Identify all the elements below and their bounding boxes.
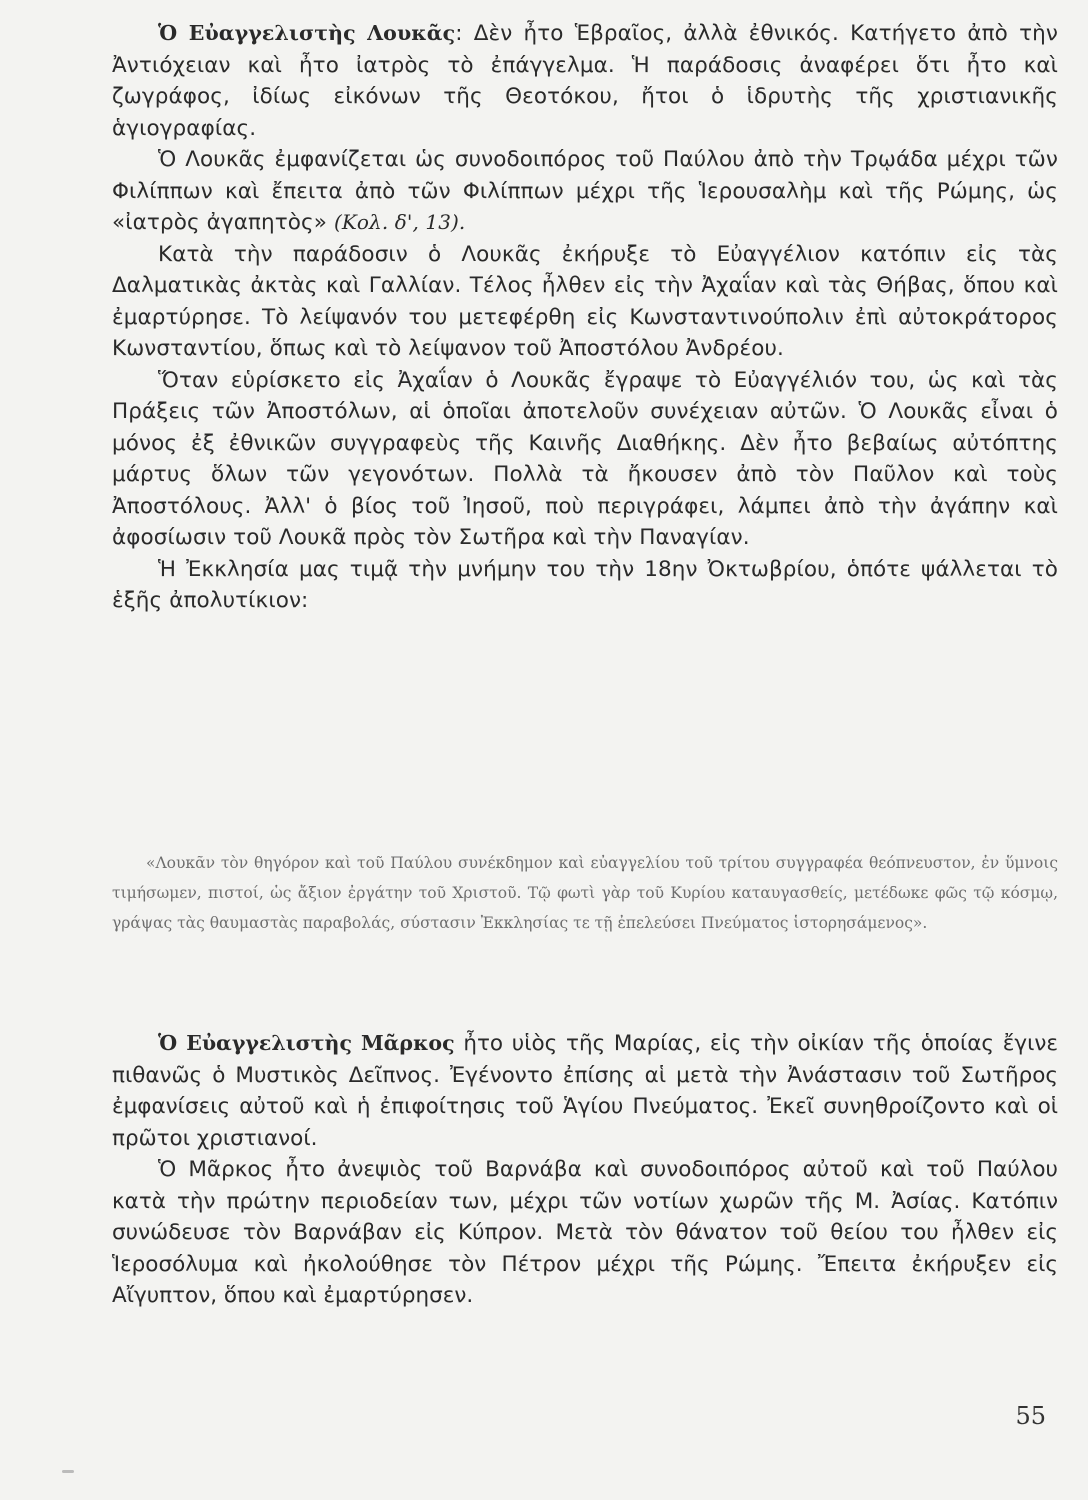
luke-paragraph-3: Κατὰ τὴν παράδοσιν ὁ Λουκᾶς ἐκήρυξε τὸ Εὐαγγέλιον κατόπιν εἰς τὰς Δαλματικὰς ἀκτὰς καὶ Γαλλίαν. Τέλος ἦλθεν εἰς τὴν Ἀχαΐαν καὶ τὰς Θήβας, ὅπου καὶ ἐμαρτύρησε. Τὸ λείψανόν του μετεφέρθη εἰς Κωνσταντινούπολιν ἐπὶ αὐτοκράτορος Κωνσταντίου, ὅπως καὶ τὸ λείψανον τοῦ Ἀποστόλου Ἀνδρέου. [112,241,1058,361]
luke-paragraph-2-text: Ὁ Λουκᾶς ἐμφανίζεται ὡς συνοδοιπόρος τοῦ Παύλου ἀπὸ τὴν Τρῳάδα μέχρι τῶν Φιλίππων καὶ ἔπειτα ἀπὸ τῶν Φιλίππων μέχρι τῆς Ἱερουσαλὴμ καὶ τῆς Ρώμης, ὡς «ἰατρὸς ἀγαπητὸς» [112,147,1058,235]
luke-paragraph-4: Ὅταν εὑρίσκετο εἰς Ἀχαΐαν ὁ Λουκᾶς ἔγραψε τὸ Εὐαγγέλιόν του, ὡς καὶ τὰς Πράξεις τῶν Ἀποστόλων, αἱ ὁποῖαι ἀποτελοῦν συνέχειαν αὐτῶν. Ὁ Λουκᾶς εἶναι ὁ μόνος ἐξ ἐθνικῶν συγγραφεὺς τῆς Καινῆς Διαθήκης. Δὲν ἦτο βεβαίως αὐτόπτης μάρτυς ὅλων τῶν γεγονότων. Πολλὰ τὰ ἤκουσεν ἀπὸ τὸν Παῦλον καὶ τοὺς Ἀποστόλους. Ἀλλ' ὁ βίος τοῦ Ἰησοῦ, ποὺ περιγράφει, λάμπει ἀπὸ τὴν ἀγάπην καὶ ἀφοσίωσιν τοῦ Λουκᾶ πρὸς τὸν Σωτῆρα καὶ τὴν Παναγίαν. [112,367,1058,550]
luke-paragraph-1 [112,18,1058,144]
luke-heading: Ὁ Εὐαγγελιστὴς Λουκᾶς [158,21,456,45]
mark-section [112,1028,1058,1312]
page-number: 55 [1015,1402,1046,1430]
mark-paragraph-1-text: ἦτο υἱὸς τῆς Μαρίας, εἰς τὴν οἰκίαν τῆς ὁποίας ἔγινε πιθανῶς ὁ Μυστικὸς Δεῖπνος. Ἐγένοντο ἐπίσης αἱ μετὰ τὴν Ἀνάστασιν τοῦ Σωτῆρος ἐμφανίσεις αὐτοῦ καὶ ἡ ἐπιφοίτησις τοῦ Ἁγίου Πνεύματος. Ἐκεῖ συνηθροίζοντο καὶ οἱ πρῶτοι χριστιανοί. [112,1031,1058,1151]
luke-paragraph-2 [112,144,1058,239]
luke-section [112,18,1058,617]
luke-scripture-reference: (Κολ. δ', 13). [333,210,466,234]
luke-paragraph-1-text: : Δὲν ἦτο Ἑβραῖος, ἀλλὰ ἐθνικός. Κατήγετο ἀπὸ τὴν Ἀντιόχειαν καὶ ἦτο ἰατρὸς τὸ ἐπάγγελμα. Ἡ παράδοσις ἀναφέρει ὅτι ἦτο καὶ ζωγράφος, ἰδίως εἰκόνων τῆς Θεοτόκου, ἤτοι ὁ ἱδρυτὴς τῆς χριστιανικῆς ἁγιογραφίας. [112,21,1058,141]
apolytikion-hymn: «Λουκᾶν τὸν θηγόρον καὶ τοῦ Παύλου συνέκδημον καὶ εὐαγγελίου τοῦ τρίτου συγγραφέα θεόπνευστον, ἐν ὕμνοις τιμήσωμεν, πιστοί, ὡς ἄξιον ἐργάτην τοῦ Χριστοῦ. Τῷ φωτὶ γὰρ τοῦ Κυρίου καταυγασθείς, μετέδωκε φῶς τῷ κόσμῳ, γράψας τὰς θαυμαστὰς παραβολάς, σύστασιν Ἐκκλησίας τε τῇ ἐπελεύσει Πνεύματος ἱστορησάμενος». [112,854,1058,932]
ink-speck [62,1470,74,1473]
mark-paragraph-2: Ὁ Μᾶρκος ἦτο ἀνεψιὸς τοῦ Βαρνάβα καὶ συνοδοιπόρος αὐτοῦ καὶ τοῦ Παύλου κατὰ τὴν πρώτην περιοδείαν των, μέχρι τῶν νοτίων χωρῶν τῆς Μ. Ἀσίας. Κατόπιν συνώδευσε τὸν Βαρνάβαν εἰς Κύπρον. Μετὰ τὸν θάνατον τοῦ θείου του ἦλθεν εἰς Ἱεροσόλυμα καὶ ἠκολούθησε τὸν Πέτρον μέχρι τῆς Ρώμης. Ἔπειτα ἐκήρυξεν εἰς Αἴγυπτον, ὅπου καὶ ἐμαρτύρησεν. [112,1157,1058,1308]
luke-paragraph-5: Ἡ Ἐκκλησία μας τιμᾷ τὴν μνήμην του τὴν 18ην Ὀκτωβρίου, ὁπότε ψάλλεται τὸ ἑξῆς ἀπολυτίκιον: [112,556,1058,613]
mark-paragraph-1 [112,1028,1058,1154]
mark-heading: Ὁ Εὐαγγελιστὴς Μᾶρκος [158,1031,455,1055]
